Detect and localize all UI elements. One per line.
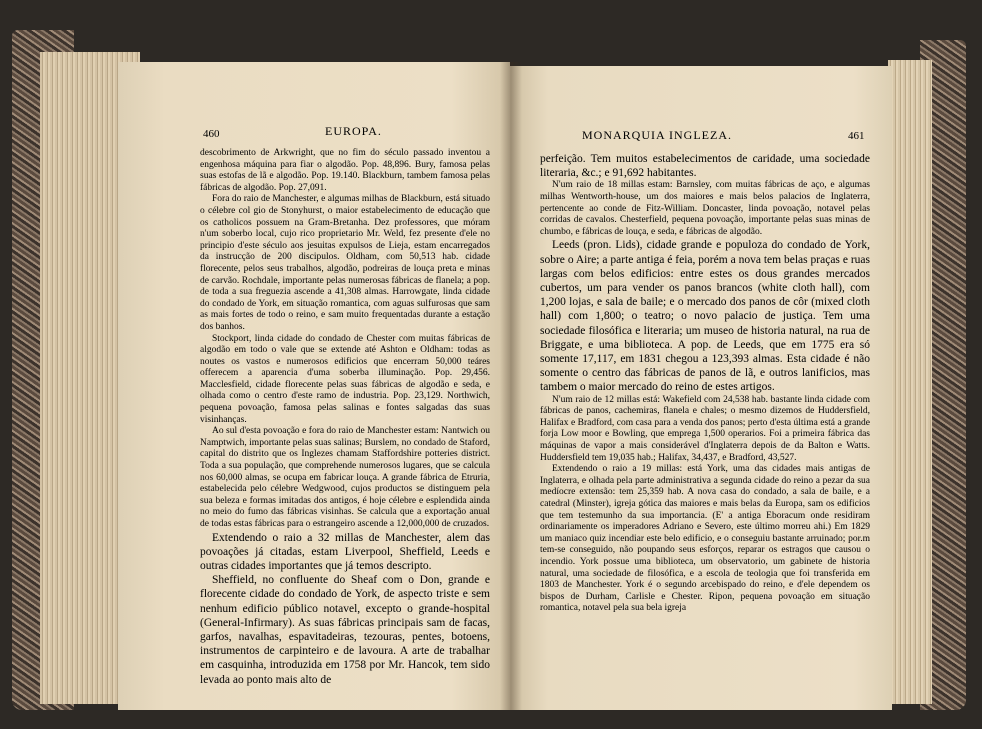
book-gutter (500, 62, 522, 710)
left-page-header: EUROPA. (325, 124, 382, 138)
paragraph: N'um raio de 18 millas estam: Barnsley, com muitas fábricas de aço, e algumas milhas Wentworth-house, um dos maiores e mais belos palacios de Inglaterra, pertencente ao conde de Fitz-William. Doncaster, linda povoação, notavel pelas corridas de cavalos. Chesterfield, pequena povoação, importante pelas suas minas de chumbo, e fábricas de louça, e seda, e fábricas de algodão. (540, 180, 870, 237)
right-page-text (540, 152, 870, 615)
right-page-header: MONARQUIA INGLEZA. (582, 128, 732, 142)
paragraph: Stockport, linda cidade do condado de Chester com muitas fábricas de algodão em todo o vale que se extende até Ashton e Oldham: todas as noutes os vastos e numerosos edificios que encerram 50,000 teáres offerecem a aparencia d'uma soberba illuminação. Pop. 29,456. Macclesfield, cidade florecente pelas suas fábricas de algodão e seda, e olhada como o centro d'este ramo de industria. Pop. 23,129. Northwich, pequena povoação, famosa pelas salinas e fontes salgadas das suas visinhanças. (200, 333, 490, 425)
right-page-number: 461 (848, 130, 865, 142)
left-page-text (200, 148, 490, 687)
paragraph: Extendendo o raio a 32 millas de Manchester, alem das povoações já citadas, estam Liverpool, Sheffield, Leeds e outras cidades importantes que já temos descripto. (200, 531, 490, 572)
paragraph: Sheffield, no confluente do Sheaf com o Don, grande e florecente cidade do condado de York, de aspecto triste e sem nenhum edificio público notavel, excepto o grande-hospital (General-Infirmary). As suas fábricas principais sam de facas, garfos, navalhas, espavitadeiras, tezouras, pentes, botoens, instrumentos de carpinteiro e de lavoura. A arte de trabalhar em casquinha, introduzida em 1758 por Mr. Hancok, tem sido levada ao ponto mais alto de (200, 574, 490, 686)
page-edges-right (888, 60, 932, 704)
paragraph: Extendendo o raio a 19 millas: está York, uma das cidades mais antigas de Inglaterra, e olhada pela parte administrativa a segunda cidade do reino a pezar da sua medíocre extensão: tem 25,359 hab. A nova casa do condado, a sala de baile, e a catedral (Minster), igreja gótica das maiores e mais belas da Europa, sam os edificios que tem testemunho da sua importancia. (E' a antiga Eboracum onde residiram ordinariamente os imperadores Adriano e Severo, este último morreu ahi.) Em 1829 um maniaco quiz incendiar este belo edificio, e o conseguiu bastante arruinado; por.m tem-se conseguido, não poupando seus esforços, reparar os estragos que causou o incendio. York possue uma biblioteca, um observatorio, um gabinete de historia natural, uma sociedade de filosófica, e a escola de teologia que foi transferida em 1803 de Manchester. York é o segundo arcebispado do reino, e d'ele dependem os bispos de Durham, Carlisle e Chester. Ripon, pequena povoação em situação romantica, notavel pela sua bela igreja (540, 464, 870, 614)
left-page-number: 460 (203, 128, 220, 140)
paragraph: Ao sul d'esta povoação e fora do raio de Manchester estam: Nantwich ou Namptwich, importante pelas suas salinas; Burslem, no condado de Staford, capital do distrito que os Inglezes chamam Staffordshire potteries district. Toda a sua população, que comprehende numerosos lugares, que se calcula nos 60,000 almas, se ocupa em fabricar louça. A grande fábrica de Etruria, estabelecida pelo célebre Wedgwood, cujos productos se distinguem pela sua beleza e formas imitadas dos antigos, é hoje célebre e esplendida ainda no meio do fumo das fábricas visinhas. Se calcula que a exportação anual de todas estas fábricas para o estrangeiro ascende a 12,000,000 de cruzados. (200, 426, 490, 529)
paragraph: Leeds (pron. Lids), cidade grande e populoza do condado de York, sobre o Aire; a parte antiga é feia, porém a nova tem belas praças e ruas largas com belos edificios: entre estes os dous grandes mercados cubertos, um para vender os panos brancos (white cloth hall), com 1,200 lojas, e sala de baile; e o mercado dos panos de côr (mixed cloth hall) com 1,800; o teatro; o novo palacio de justiça. Tem uma sociedade filosófica e literaria; um museo de historia natural, na rua de Briggate, e uma biblioteca. A pop. de Leeds, que em 1775 era só somente 17,117, em 1831 chegou a 123,393 almas. Esta cidade é não somente o centro das fábricas de panos de lã, e outros lanificios, mas tambem o maior mercado do reino de estes artigos. (540, 239, 870, 394)
paragraph: N'um raio de 12 millas está: Wakefield com 24,538 hab. bastante linda cidade com fábricas de panos, cachemiras, flanela e chales; o mesmo dizemos de Huddersfield, Halifax e Bradford, com casa para a venda dos panos; perto d'esta última está a grande forja Low moor e Bowling, que emprega 1,500 operarios. Foi a primeira fábrica das máquinas de vapor a mais considerável d'Inglaterra depois de da Balton e Watts. Huddersfield tem 19,035 hab.; Halifax, 34,437, e Bradford, 43,527. (540, 394, 870, 463)
paragraph: Fora do raio de Manchester, e algumas milhas de Blackburn, está situado o célebre col gio de Stonyhurst, o maior estabelecimento de educação que os catholicos possuem na Gram-Bretanha. Dez professores, que móram n'um soberbo local, cujo rico proprietario Mr. Weld, fez presente d'ele no principio d'este século aos jesuitas expulsos de Lieja, estam encarregados da instrucção de 200 discipulos. Oldham, com 50,513 hab. cidade florecente, pelos seus trabalhos, algodão, podreiras de louça preta e minas de carvão. Rochdale, importante pelas numerosas fábricas de flanela; a pop. de toda a sua freguezia ascende a 41,308 almas. Harrowgate, linda cidade do condado de York, em situação romantica, com aguas sulfurosas que sam as mais fortes de todo o reino, e sam muito frequentadas durante a estação dos banhos. (200, 194, 490, 332)
paragraph: perfeição. Tem muitos estabelecimentos de caridade, uma sociedade literaria, &c.; e 91,692 habitantes. (540, 153, 870, 180)
paragraph: descobrimento de Arkwright, que no fim do século passado inventou a engenhosa máquina para fiar o algodão. Pop. 48,896. Bury, famosa pelas suas estofas de lã e algodão. Pop. 19.140. Blackburn, tambem famosa pelas fábricas de algodão. Pop. 27,091. (200, 148, 490, 193)
